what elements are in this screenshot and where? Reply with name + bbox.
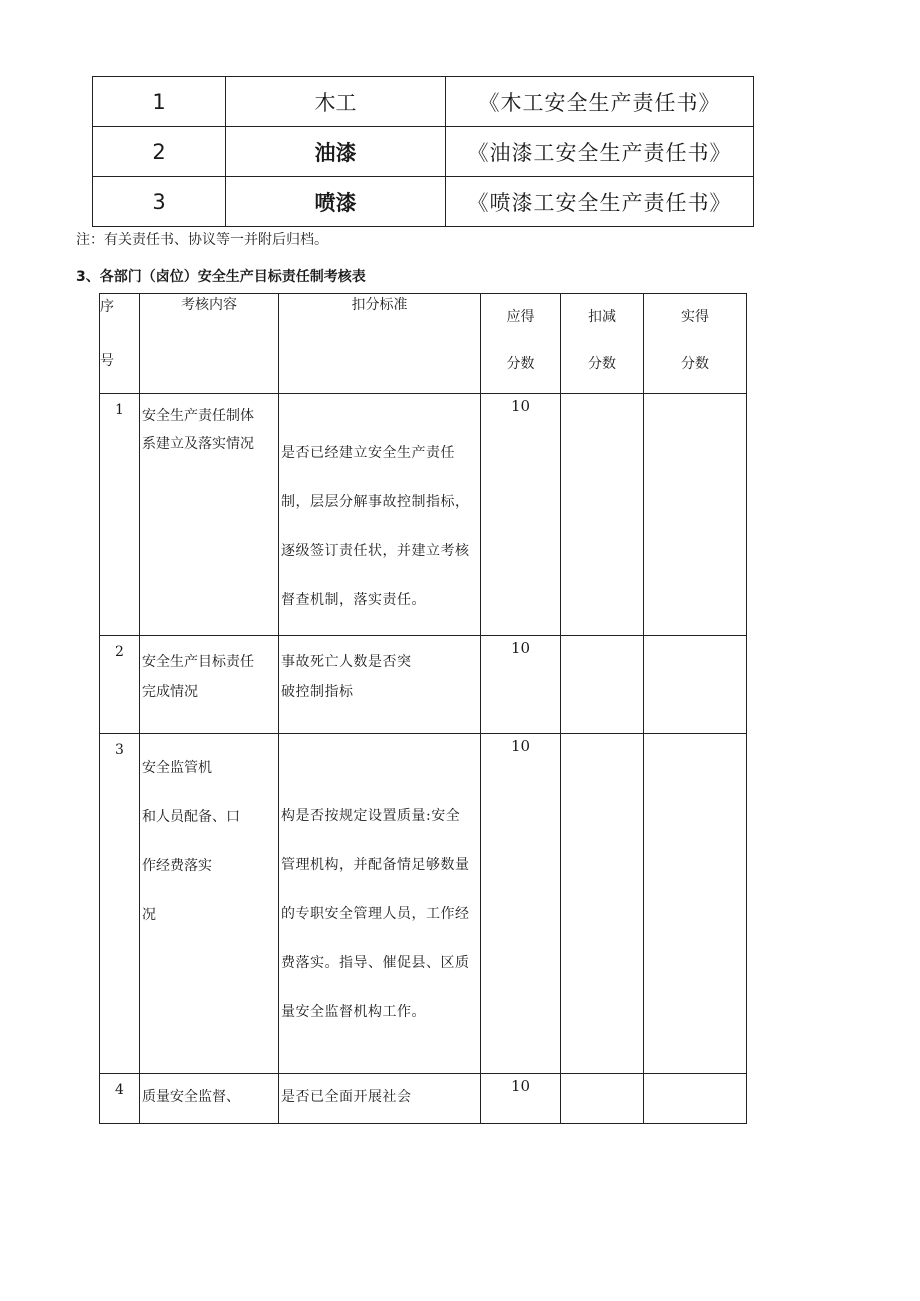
row-content [140, 734, 279, 1074]
standard-line: 费落实。指导、催促县、区质 [281, 955, 470, 971]
content-line: 安全生产目标责任 [142, 654, 254, 670]
row-due-score: 10 [481, 636, 561, 734]
header-deduct-score [561, 294, 644, 394]
table-row [100, 1074, 747, 1124]
content-line: 况 [142, 907, 156, 923]
row-due-score: 10 [481, 394, 561, 636]
content-line: 安全生产责任制体 [142, 408, 254, 424]
standard-line: 破控制指标 [281, 684, 354, 700]
header-actual-score [644, 294, 747, 394]
row-standard [279, 734, 481, 1074]
note-text: 注：有关责任书、协议等一并附后归档。 [76, 232, 328, 248]
standard-line: 构是否按规定设置质量:安全 [281, 808, 461, 824]
header-standard: 扣分标准 [279, 294, 481, 394]
row-standard [279, 1074, 481, 1124]
row-content [140, 394, 279, 636]
row-number: 3 [93, 177, 226, 227]
row-seq: 3 [100, 734, 140, 1074]
content-line: 安全监管机 [142, 760, 212, 776]
table-row [100, 734, 747, 1074]
row-deduct-score[interactable] [561, 734, 644, 1074]
row-number: 1 [93, 77, 226, 127]
standard-line: 的专职安全管理人员，工作经 [281, 906, 470, 922]
document-name: 《喷漆工安全生产责任书》 [446, 177, 754, 227]
row-deduct-score[interactable] [561, 636, 644, 734]
document-name: 《木工安全生产责任书》 [446, 77, 754, 127]
row-seq: 4 [100, 1074, 140, 1124]
header-seq-line1: 序 [100, 299, 114, 315]
table-row [100, 636, 747, 734]
header-seq-line2: 号 [100, 353, 114, 369]
assessment-table [99, 293, 747, 1124]
header-due-line2: 分数 [506, 356, 535, 372]
row-due-score: 10 [481, 1074, 561, 1124]
row-content [140, 636, 279, 734]
standard-line: 是否已经建立安全生产责任 [281, 445, 455, 461]
row-deduct-score[interactable] [561, 1074, 644, 1124]
row-actual-score[interactable] [644, 394, 747, 636]
document-name: 《油漆工安全生产责任书》 [446, 127, 754, 177]
responsibility-document-table [92, 76, 754, 227]
header-actual-line1: 实得 [681, 309, 709, 325]
standard-line: 督查机制，落实责任。 [281, 592, 426, 608]
standard-line: 事故死亡人数是否突 [281, 654, 412, 670]
table-row [93, 127, 754, 177]
standard-line: 是否已全面开展社会 [281, 1089, 412, 1105]
row-actual-score[interactable] [644, 734, 747, 1074]
table-row [93, 177, 754, 227]
row-deduct-score[interactable] [561, 394, 644, 636]
table-header-row [100, 294, 747, 394]
content-line: 作经费落实 [142, 858, 212, 874]
row-seq: 1 [100, 394, 140, 636]
row-content [140, 1074, 279, 1124]
trade-name: 喷漆 [226, 177, 446, 227]
row-number: 2 [93, 127, 226, 177]
header-deduct-line2: 分数 [588, 356, 616, 372]
header-due-score [481, 294, 561, 394]
standard-line: 逐级签订责任状，并建立考核 [281, 543, 470, 559]
standard-line: 制，层层分解事故控制指标， [281, 494, 470, 510]
trade-name: 油漆 [226, 127, 446, 177]
content-line: 质量安全监督、 [142, 1089, 240, 1105]
header-due-line1: 应得 [506, 309, 535, 325]
header-seq [100, 294, 140, 394]
content-line: 完成情况 [142, 684, 198, 700]
row-standard [279, 394, 481, 636]
row-due-score: 10 [481, 734, 561, 1074]
section-title: 3、各部门（卤位）安全生产目标责任制考核表 [76, 269, 366, 285]
row-standard [279, 636, 481, 734]
standard-line: 量安全监督机构工作。 [281, 1004, 426, 1020]
header-actual-line2: 分数 [681, 356, 709, 372]
standard-line: 管理机构，并配备情足够数量 [281, 857, 470, 873]
table-row [93, 77, 754, 127]
trade-name: 木工 [226, 77, 446, 127]
row-seq: 2 [100, 636, 140, 734]
table-row [100, 394, 747, 636]
row-actual-score[interactable] [644, 636, 747, 734]
row-actual-score[interactable] [644, 1074, 747, 1124]
content-line: 系建立及落实情况 [142, 436, 254, 452]
header-deduct-line1: 扣减 [588, 309, 616, 325]
content-line: 和人员配备、口 [142, 809, 240, 825]
header-content: 考核内容 [140, 294, 279, 394]
